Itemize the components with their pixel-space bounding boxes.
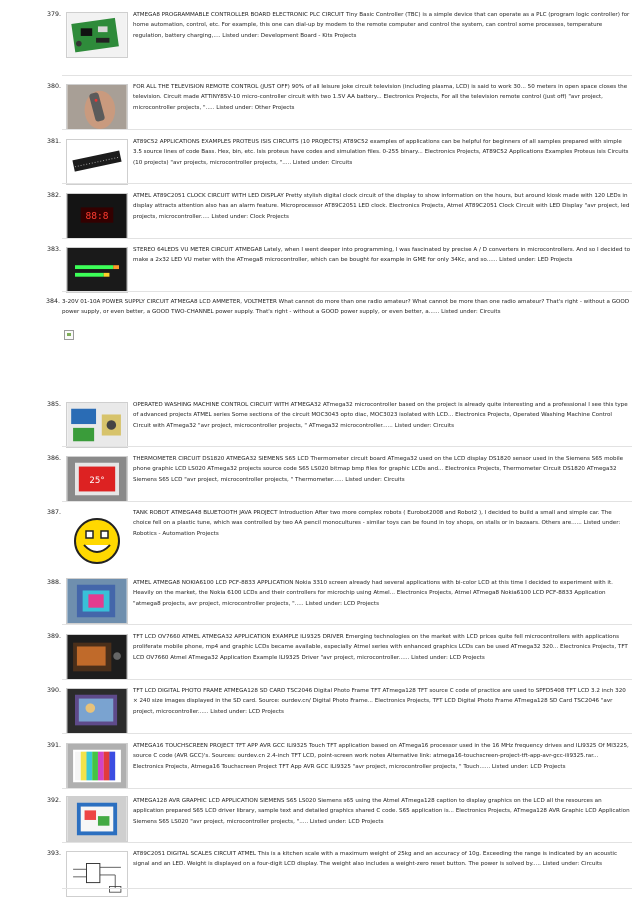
thumbnail-image[interactable]	[66, 402, 128, 448]
item-description: STEREO 64LEDS VU METER CIRCUIT ATMEGA8 Lately, when I went deeper into programming, I was fascinated by precise A / D converters in microcontrollers. And so I decided to make a 2x32 LED VU meter with the ATmega8 microcontroller, which can be bought for example in GME for only 34Kc, and so...... Listed under: LED Projects	[133, 247, 630, 264]
thumbnail-image[interactable]	[66, 456, 128, 502]
divider	[62, 446, 632, 447]
thumbnail-image[interactable]	[66, 851, 128, 897]
thumbnail-image[interactable]	[66, 12, 128, 58]
thumbnail-image[interactable]	[66, 688, 128, 734]
item-number: 385.	[46, 401, 61, 408]
item-description: ATMEL ATMEGA8 NOKIA6100 LCD PCF-8833 APPLICATION Nokia 3310 screen already had several applications with bi-color LCD at this time I decided to experiment with it. Heavily on the market, the Nokia 6100 LCDs and their controllers for microchip using Atmel... Electronics Projects, Atmel ATmega8 Nokia6100 LCD PCF-8833 Application "atmega8 projects, avr project, microcontroller projects, "..... Listed under: LCD Projects	[133, 580, 613, 607]
broken-image-icon[interactable]	[64, 330, 74, 340]
item-number: 390.	[46, 687, 61, 694]
item-description: ATMEGA8 PROGRAMMABLE CONTROLLER BOARD ELECTRONIC PLC CIRCUIT Tiny Basic Controller (TBC) is a simple device that can operate as a PLC (program logic controller) for home automation, control, etc. For example, this one can dial-up by modem to the remote computer and control the system, can control some processes, temperature regulation, battery charging,.... Listed under: Development Board - Kits Projects	[133, 12, 630, 39]
item-description: AT89C2051 DIGITAL SCALES CIRCUIT ATMEL This is a kitchen scale with a maximum weight of 25kg and an accuracy of 10g. Exceeding the range is indicated by an acoustic signal and an LED. Weight is displayed on a four-digit LCD display. The weight also includes a weight-zero reset button. The power is solved by..... Listed under: Circuits	[133, 851, 618, 868]
thermometer-lcd-icon	[67, 457, 127, 501]
thumbnail-image[interactable]	[66, 84, 128, 130]
divider	[62, 75, 632, 76]
thumbnail-image[interactable]	[66, 743, 128, 789]
thumbnail-image[interactable]	[66, 139, 128, 185]
thumbnail-image[interactable]	[66, 578, 128, 624]
item-description: ATMEL AT89C2051 CLOCK CIRCUIT WITH LED DISPLAY Pretty stylish digital clock circuit of the display to show information on the hours, but around kiosk made with 120 LEDs in display attracts attention also has an alarm feature. Microprocessor AT89C2051 LED clock. Electronics Projects, Atmel AT89C2051 Clock Circuit with LED Display "avr project, led projects, microcontroller..... Listed under: Clock Projects	[133, 193, 630, 220]
thumbnail-image[interactable]	[66, 193, 128, 239]
divider	[62, 733, 632, 734]
green-board-icon	[67, 13, 127, 57]
divider	[62, 788, 632, 789]
item-number: 387.	[46, 509, 61, 516]
schematic-icon	[67, 852, 127, 896]
divider	[62, 842, 632, 843]
item-description: OPERATED WASHING MACHINE CONTROL CIRCUIT WITH ATMEGA32 ATmega32 microcontroller based on the project is already quite interesting and a professional I see this type of advanced projects ATMEL series Some sections of the circuit MOC3043 opto diac, MOC3023 isolated with LCD... Electronics Projects, Operated Washing Machine Control Circuit with ATmega32 "avr project, microcontroller projects, " ATmega32 microcontroller...... Listed under: Circuits	[133, 402, 628, 429]
item-number: 379.	[46, 11, 61, 18]
item-description: TFT LCD DIGITAL PHOTO FRAME ATMEGA128 SD CARD TSC2046 Digital Photo Frame TFT ATmega128 TFT source C code of practice are used to SPFD5408 TFT LCD 3.2 inch 320 × 240 size images displayed in the SD card. Source: ourdev.cn/ Digital Photo Frame... Electronics Projects, TFT LCD Digital Photo Frame ATmega128 SD Card TSC2046 "avr project, microcontroller...... Listed under: LCD Projects	[133, 688, 626, 715]
item-number: 392.	[46, 797, 61, 804]
thumbnail-image[interactable]	[66, 796, 128, 842]
svg-text:25°: 25°	[89, 475, 105, 486]
touchscreen-icon	[67, 744, 127, 788]
divider	[62, 291, 632, 292]
vu-meter-icon	[67, 248, 127, 292]
item-description: ATMEGA16 TOUCHSCREEN PROJECT TFT APP AVR GCC ILI9325 Touch TFT application based on ATmega16 processor used in the 16 MHz frequency drives and ILI9325 Of Ml3225, source C code (AVR GCC)'s. Sources: ourdev.cn 2.4-inch TFT LCD, point-screen work notes Alternative link: atmega16-touchscreen-project-tft-app-avr-gcc-ili9325.rar... Electronics Projects, Atmega16 Touchscreen Project TFT App AVR GCC ILI9325 "avr project, microcontroller projects, " Touch...... Listed under: LCD Projects	[133, 743, 629, 770]
divider	[62, 501, 632, 502]
item-description: 3-20V 01-10A POWER SUPPLY CIRCUIT ATMEGA8 LCD AMMETER, VOLTMETER What cannot do more than one radio amateur? What cannot be more than one radio amateur? That's right - without a GOOD power supply, or even better, a GOOD TWO-CHANNEL power supply. That's right - without a GOOD power supply, or even better, a...... Listed under: Circuits	[62, 299, 630, 316]
item-description: AT89C52 APPLICATIONS EXAMPLES PROTEUS ISIS CIRCUITS (10 PROJECTS) AT89C52 examples of applications can be helpful for beginners of all samples prepared with simple 3.5 source lines of code Bass. Hex, bin, etc. Isis proteus have codes and simulation files. 0-255 binary... Electronics Projects, AT89C52 Applications Examples Proteus isis Circuits (10 projects) "avr projects, microcontroller projects, "..... Listed under: Circuits	[133, 139, 629, 166]
nokia-lcd-icon	[67, 579, 127, 623]
thumbnail-image[interactable]	[66, 511, 128, 571]
item-number: 383.	[46, 246, 61, 253]
led-clock-icon	[67, 194, 127, 238]
item-description: ATMEGA128 AVR GRAPHIC LCD APPLICATION SIEMENS S65 LS020 Siemens s65 using the Atmel ATmega128 caption to display graphics on the LCD all the resources an application prepared S65 LCD driver library, sample text and detailed graphics shared C code. S65 application is... Electronics Projects, ATmega128 AVR Graphic LCD Application Siemens S65 LS020 "avr project, microcontroller projects, "..... Listed under: LCD Projects	[133, 798, 630, 825]
item-description: TFT LCD OV7660 ATMEL ATMEGA32 APPLICATION EXAMPLE ILI9325 DRIVER Emerging technologies on the market with LCD prices quite fell microcontrollers with applications proliferate mobile phone, mp4 and graphic LCDs became available, especially Atmel series with enhanced graphics LCDs can be used ATmega32 320... Electronics Projects, TFT LCD OV7660 Atmel ATmega32 Application Example ILI9325 Driver "avr project, microcontroller...... Listed under: LCD Projects	[133, 634, 628, 661]
divider	[62, 888, 632, 889]
item-number: 393.	[46, 850, 61, 857]
graphic-lcd-icon	[67, 797, 127, 841]
divider	[62, 238, 632, 239]
item-number: 391.	[46, 742, 61, 749]
divider	[62, 679, 632, 680]
item-number: 381.	[46, 138, 61, 145]
smiley-icon	[66, 511, 128, 571]
washing-machine-board-icon	[67, 403, 127, 447]
item-description: TANK ROBOT ATMEGA48 BLUETOOTH JAVA PROJECT Introduction After two more complex robots ( Eurobot2008 and Robot2 ), I decided to build a small and simple car. The choice fell on a plastic tune, which was controlled by two AA pencil monocultures - similar toys can be found in toy shops, on stalls or in bazaars. Others are...... Listed under: Robotics - Automation Projects	[133, 510, 621, 537]
divider	[62, 129, 632, 130]
divider	[62, 183, 632, 184]
item-number: 389.	[46, 633, 61, 640]
item-number: 388.	[46, 579, 61, 586]
photo-frame-icon	[67, 689, 127, 733]
thumbnail-image[interactable]	[66, 634, 128, 680]
item-number: 380.	[46, 83, 61, 90]
chip-icon	[67, 140, 127, 184]
item-description: THERMOMETER CIRCUIT DS1820 ATMEGA32 SIEMENS S65 LCD Thermometer circuit board ATmega32 used on the LCD display DS1820 sensor used in the Siemens S65 mobile phone graphic LCD LS020 ATmega32 projects source code S65 LS020 bitmap bmp files for graphic LCDs and... Electronics Projects, Thermometer Circuit DS1820 ATmega32 Siemens S65 LCD "avr project, microcontroller projects, " Thermometer...... Listed under: Circuits	[133, 456, 624, 483]
item-number: 386.	[46, 455, 61, 462]
item-description: FOR ALL THE TELEVISION REMOTE CONTROL (JUST OFF) 90% of all leisure joke circuit television (including plasma, LCD) is said to work 30... 50 meters in open space closes the television. Circuit made ATTINY85V-10 micro-controller circuit with two 1.5V AA battery... Electronics Projects, For all the television remote control (just off) "avr project, microcontroller projects, "..... Listed under: Other Projects	[133, 84, 628, 111]
tft-lcd-icon	[67, 635, 127, 679]
item-number: 382.	[46, 192, 61, 199]
remote-control-icon	[67, 85, 127, 129]
item-number: 384.	[45, 298, 60, 305]
svg-text:88:8: 88:8	[85, 210, 109, 222]
divider	[62, 624, 632, 625]
thumbnail-image[interactable]	[66, 247, 128, 293]
